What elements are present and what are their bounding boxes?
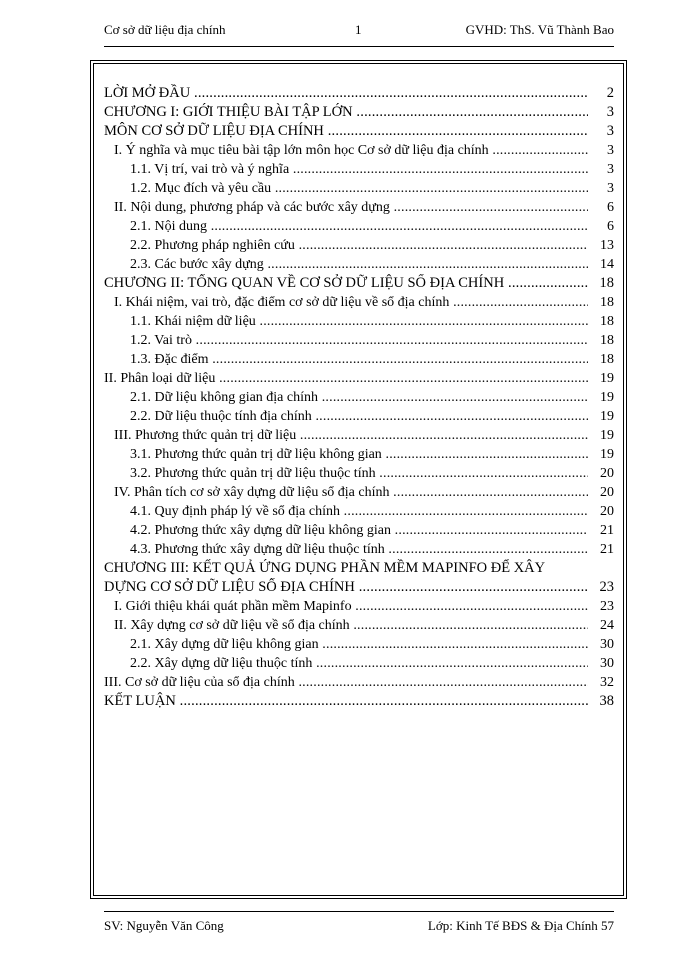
toc-entry[interactable] — [104, 578, 614, 597]
toc-entry-title: 1.2. Vai trò ..... — [104, 331, 588, 350]
toc-entry[interactable] — [104, 103, 614, 122]
toc-entry-page: 18 — [600, 333, 614, 348]
toc-entry-title: 2.3. Các bước xây dựng ..... — [104, 255, 588, 274]
toc-entry-page: 6 — [607, 219, 614, 234]
toc-entry-title: CHƯƠNG III: KẾT QUẢ ỨNG DỤNG PHẦN MỀM MAPINFO ĐỂ XÂY — [104, 560, 546, 576]
toc-entry-title: 1.1. Vị trí, vai trò và ý nghĩa ..... — [104, 160, 588, 179]
toc-entry-title: III. Phương thức quản trị dữ liệu ..... — [104, 426, 588, 445]
toc-entry-page: 19 — [600, 447, 614, 462]
toc-entry-title: DỰNG CƠ SỞ DỮ LIỆU SỔ ĐỊA CHÍNH ..... — [104, 578, 588, 597]
toc-entry-page: 24 — [600, 618, 614, 633]
toc-entry-page: 19 — [600, 409, 614, 424]
toc-entry-title: 2.1. Nội dung ..... — [104, 217, 588, 236]
toc-entry-page: 20 — [600, 466, 614, 481]
toc-entry-title: 2.2. Phương pháp nghiên cứu ..... — [104, 236, 588, 255]
toc-entry-page: 18 — [600, 352, 614, 367]
toc-entry-page: 3 — [607, 143, 614, 158]
toc-entry[interactable] — [104, 445, 614, 464]
toc-entry-title: 4.1. Quy định pháp lý về sổ địa chính ..... — [104, 502, 588, 521]
toc-entry-title: 2.2. Dữ liệu thuộc tính địa chính ..... — [104, 407, 588, 426]
toc-entry-title: II. Phân loại dữ liệu ..... — [104, 369, 588, 388]
toc-entry-page: 3 — [607, 181, 614, 196]
toc-entry[interactable] — [104, 616, 614, 635]
toc-entry[interactable] — [104, 654, 614, 673]
toc-entry[interactable] — [104, 331, 614, 350]
page-footer — [104, 918, 614, 938]
table-of-contents — [104, 84, 614, 711]
toc-entry-page: 23 — [600, 599, 614, 614]
toc-entry[interactable] — [104, 179, 614, 198]
toc-entry[interactable] — [104, 407, 614, 426]
toc-entry-title: 3.1. Phương thức quản trị dữ liệu không gian ..... — [104, 445, 588, 464]
footer-rule — [104, 911, 614, 912]
toc-entry-page: 2 — [606, 85, 614, 101]
toc-entry-title: MÔN CƠ SỞ DỮ LIỆU ĐỊA CHÍNH ..... — [104, 122, 588, 141]
toc-entry-page: 6 — [607, 200, 614, 215]
toc-entry-title: II. Xây dựng cơ sở dữ liệu về sổ địa chính ..... — [104, 616, 588, 635]
toc-entry-title: 4.2. Phương thức xây dựng dữ liệu không gian ..... — [104, 521, 588, 540]
toc-entry[interactable] — [104, 559, 614, 578]
header-title: Cơ sở dữ liệu địa chính — [104, 22, 226, 37]
toc-entry[interactable] — [104, 502, 614, 521]
toc-entry[interactable] — [104, 160, 614, 179]
toc-entry-page: 32 — [600, 675, 614, 690]
toc-entry-title: II. Nội dung, phương pháp và các bước xây dựng ..... — [104, 198, 588, 217]
header-page-number: 1 — [355, 22, 362, 37]
toc-entry-page: 18 — [599, 275, 614, 291]
toc-entry[interactable] — [104, 293, 614, 312]
toc-entry-title: IV. Phân tích cơ sở xây dựng dữ liệu sổ địa chính ..... — [104, 483, 588, 502]
footer-class: Lớp: Kinh Tế BĐS & Địa Chính 57 — [427, 918, 614, 933]
toc-entry-title: 1.3. Đặc điểm ..... — [104, 350, 588, 369]
toc-entry-title: 2.1. Xây dựng dữ liệu không gian ..... — [104, 635, 588, 654]
header-instructor: GVHD: ThS. Vũ Thành Bao — [465, 22, 614, 37]
toc-entry-page: 30 — [600, 637, 614, 652]
toc-entry[interactable] — [104, 692, 614, 711]
toc-entry-title: 3.2. Phương thức quản trị dữ liệu thuộc tính ..... — [104, 464, 588, 483]
toc-entry-page: 19 — [600, 371, 614, 386]
toc-entry[interactable] — [104, 84, 614, 103]
header-rule — [104, 46, 614, 47]
toc-entry-page: 18 — [600, 295, 614, 310]
toc-entry[interactable] — [104, 255, 614, 274]
toc-entry-title: I. Khái niệm, vai trò, đặc điểm cơ sở dữ liệu về sổ địa chính ..... — [104, 293, 588, 312]
toc-entry-title: 2.2. Xây dựng dữ liệu thuộc tính ..... — [104, 654, 588, 673]
toc-entry-title: I. Ý nghĩa và mục tiêu bài tập lớn môn học Cơ sở dữ liệu địa chính ..... — [104, 141, 588, 160]
toc-entry-title: I. Giới thiệu khái quát phần mềm Mapinfo ..... — [104, 597, 588, 616]
toc-entry[interactable] — [104, 483, 614, 502]
toc-entry[interactable] — [104, 198, 614, 217]
toc-entry[interactable] — [104, 236, 614, 255]
toc-entry-title: 2.1. Dữ liệu không gian địa chính ..... — [104, 388, 588, 407]
toc-entry-page: 18 — [600, 314, 614, 329]
toc-entry[interactable] — [104, 274, 614, 293]
toc-entry-title: CHƯƠNG I: GIỚI THIỆU BÀI TẬP LỚN ..... — [104, 103, 588, 122]
toc-entry[interactable] — [104, 217, 614, 236]
toc-entry[interactable] — [104, 141, 614, 160]
toc-entry-page: 38 — [599, 693, 614, 709]
toc-entry-page: 3 — [607, 162, 614, 177]
toc-entry[interactable] — [104, 312, 614, 331]
toc-entry-page: 21 — [600, 523, 614, 538]
toc-entry[interactable] — [104, 521, 614, 540]
toc-entry-title: 1.1. Khái niệm dữ liệu ..... — [104, 312, 588, 331]
toc-entry-page: 3 — [606, 123, 614, 139]
toc-entry[interactable] — [104, 540, 614, 559]
toc-entry[interactable] — [104, 597, 614, 616]
toc-entry-page: 23 — [599, 579, 614, 595]
toc-entry-page: 19 — [600, 428, 614, 443]
toc-entry[interactable] — [104, 635, 614, 654]
toc-entry[interactable] — [104, 388, 614, 407]
toc-entry[interactable] — [104, 369, 614, 388]
toc-entry-title: 4.3. Phương thức xây dựng dữ liệu thuộc tính ..... — [104, 540, 588, 559]
toc-entry[interactable] — [104, 464, 614, 483]
footer-student: SV: Nguyễn Văn Công — [104, 918, 224, 933]
toc-entry-title: KẾT LUẬN ..... — [104, 692, 588, 711]
toc-entry-page: 13 — [600, 238, 614, 253]
toc-entry-title: III. Cơ sở dữ liệu của sổ địa chính ..... — [104, 673, 588, 692]
toc-entry[interactable] — [104, 426, 614, 445]
toc-entry-title: 1.2. Mục đích và yêu cầu ..... — [104, 179, 588, 198]
toc-entry[interactable] — [104, 350, 614, 369]
toc-entry-page: 3 — [606, 104, 614, 120]
toc-entry-page: 30 — [600, 656, 614, 671]
toc-entry-page: 19 — [600, 390, 614, 405]
toc-entry[interactable] — [104, 122, 614, 141]
toc-entry-title: CHƯƠNG II: TỔNG QUAN VỀ CƠ SỞ DỮ LIỆU SỐ ĐỊA CHÍNH ..... — [104, 274, 588, 293]
page-header — [104, 22, 614, 42]
toc-entry[interactable] — [104, 673, 614, 692]
toc-entry-page: 20 — [600, 485, 614, 500]
toc-entry-page: 14 — [600, 257, 614, 272]
toc-entry-title: LỜI MỞ ĐẦU ..... — [104, 84, 588, 103]
toc-entry-page: 20 — [600, 504, 614, 519]
toc-entry-page: 21 — [600, 542, 614, 557]
